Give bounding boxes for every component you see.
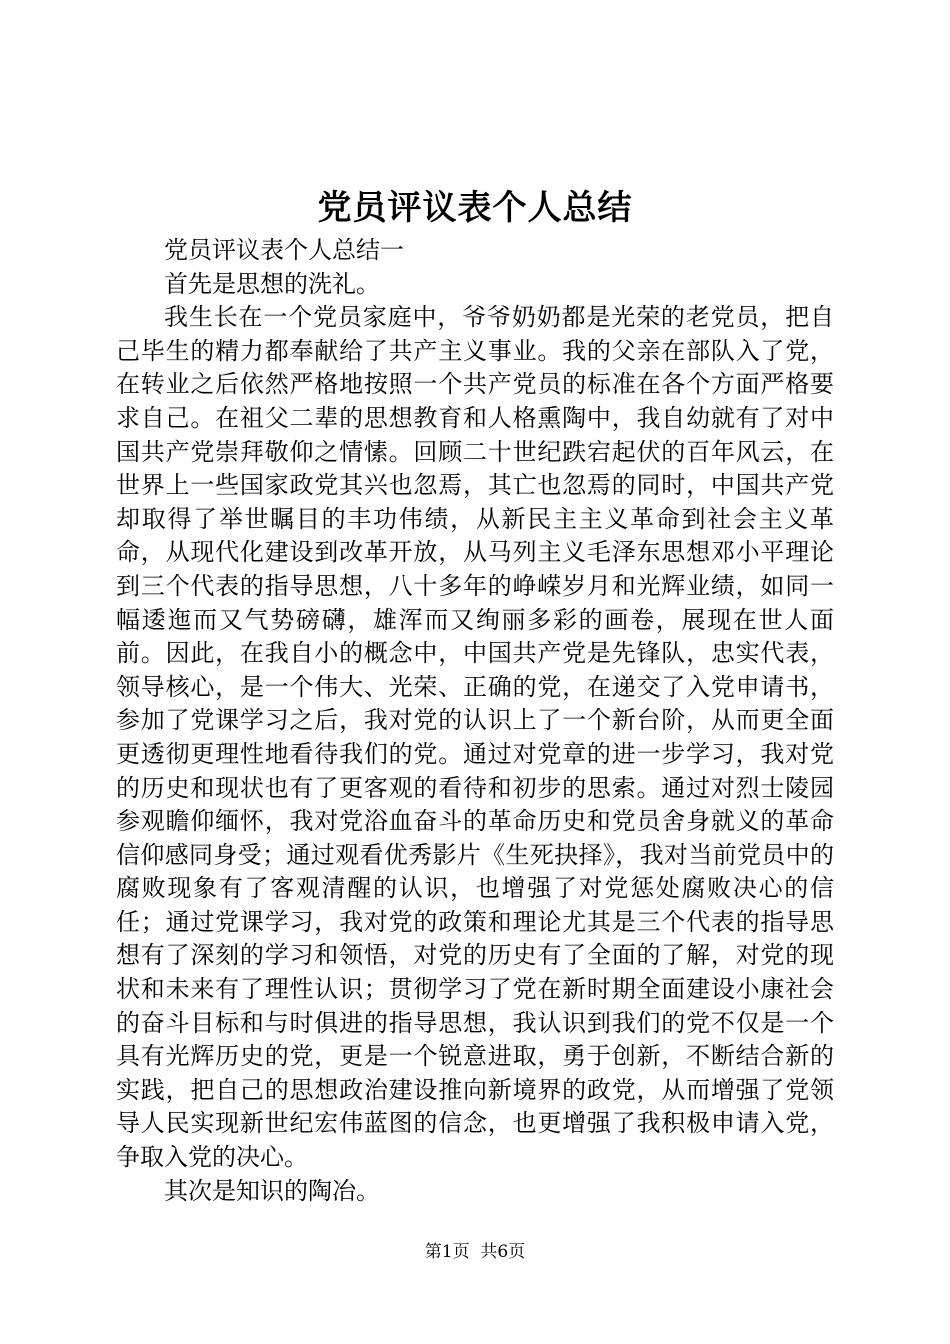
section-heading: 党员评议表个人总结一 — [164, 236, 404, 264]
document-body — [116, 234, 834, 1208]
page-number: 第1页 共6页 — [424, 1242, 526, 1262]
document-title: 党员评议表个人总结 — [317, 188, 633, 228]
page-footer — [0, 1240, 950, 1264]
subsection-heading: 其次是知识的陶冶。 — [164, 1176, 380, 1205]
body-paragraph: 我生长在一个党员家庭中，爷爷奶奶都是光荣的老党员，把自己毕生的精力都奉献给了共产主义事业。我的父亲在部队入了党，在转业之后依然严格地按照一个共产党员的标准在各个方面严格要求自己。在祖父二辈的思想教育和人格熏陶中，我自幼就有了对中国共产党崇拜敬仰之情愫。回顾二十世纪跌宕起伏的百年风云，在世界上一些国家政党其兴也忽焉，其亡也忽焉的同时，中国共产党却取得了举世瞩目的丰功伟绩，从新民主主义革命到社会主义革命，从现代化建设到改革开放，从马列主义毛泽东思想邓小平理论到三个代表的指导思想，八十多年的峥嵘岁月和光辉业绩，如同一幅逶迤而又气势磅礴，雄浑而又绚丽多彩的画卷，展现在世人面前。因此，在我自小的概念中，中国共产党是先锋队，忠实代表，领导核心，是一个伟大、光荣、正确的党，在递交了入党申请书，参加了党课学习之后，我对党的认识上了一个新台阶，从而更全面更透彻更理性地看待我们的党。通过对党章的进一步学习，我对党的历史和现状也有了更客观的看待和初步的思索。通过对烈士陵园参观瞻仰缅怀，我对党浴血奋斗的革命历史和党员舍身就义的革命信仰感同身受；通过观看优秀影片《生死抉择》，我对当前党员中的腐败现象有了客观清醒的认识，也增强了对党惩处腐败决心的信任；通过党课学习，我对党的政策和理论尤其是三个代表的指导思想有了深刻的学习和领悟，对党的历史有了全面的了解，对党的现状和未来有了理性认识；贯彻学习了党在新时期全面建设小康社会的奋斗目标和与时俱进的指导思想，我认识到我们的党不仅是一个具有光辉历史的党，更是一个锐意进取，勇于创新，不断结合新的实践，把自己的思想政治建设推向新境界的政党，从而增强了党领导人民实现新世纪宏伟蓝图的信念，也更增强了我积极申请入党，争取入党的决心。 — [116, 303, 834, 1172]
subsection-heading: 首先是思想的洗礼。 — [164, 269, 380, 298]
